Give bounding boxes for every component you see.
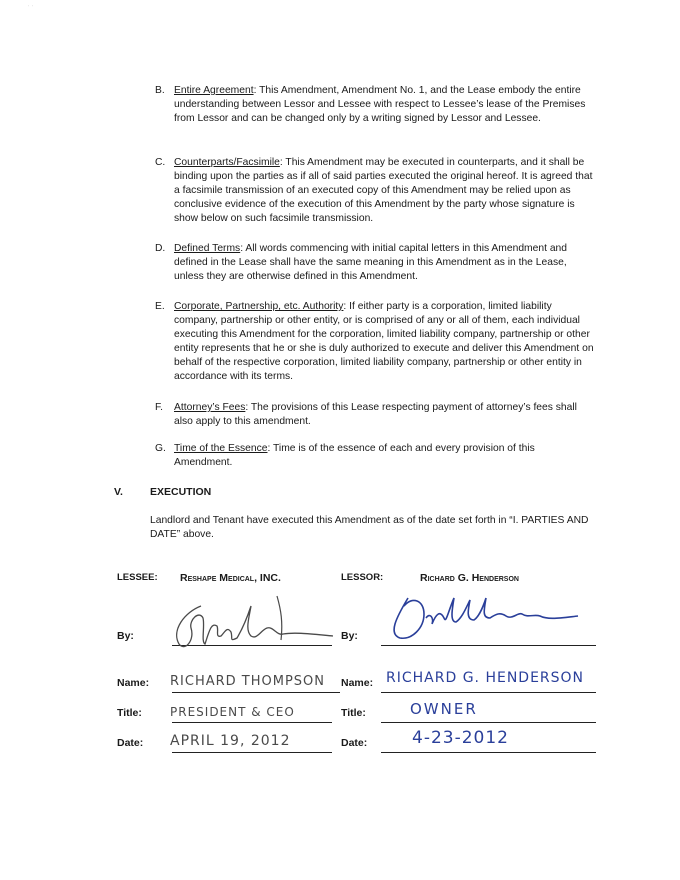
section-number: V. (114, 486, 123, 498)
clause-letter: E. (155, 301, 165, 312)
lessor-written-title: OWNER (410, 700, 478, 718)
name-line-lessee (172, 692, 340, 693)
lessee-written-title: PRESIDENT & CEO (170, 705, 295, 719)
clause-d (155, 242, 595, 284)
title-line-lessor (381, 722, 596, 723)
by-label-lessee: By: (117, 630, 134, 642)
clause-heading: Attorney’s Fees (174, 402, 246, 413)
lessee-written-name: RICHARD THOMPSON (170, 674, 326, 689)
clause-text: : This Amendment, Amendment No. 1, and the Lease embody the entire understanding between Lessor and Lessee with respect to Lessee’s lease of the Premises from Lessor and can be changed only by a writing signed by Lessor and Lessee. (174, 85, 586, 124)
lessor-signature (378, 588, 593, 650)
lessee-name: Reshape Medical, INC. (180, 572, 281, 584)
clause-heading: Counterparts/Facsimile (174, 157, 280, 168)
clause-text: : If either party is a corporation, limited liability company, partnership or other entity, or is comprised of any or all of them, each individual executing this Amendment for the corporation, limited liability company, partnership or other entity represents that he or she is duly authorized to execute and deliver this Amendment on behalf of the respective corporation, limited liability company, partnership or other entity in accordance with its terms. (174, 301, 594, 382)
clause-c (155, 156, 595, 226)
clause-g (155, 442, 595, 470)
lessor-label: LESSOR: (341, 572, 384, 583)
name-label-lessor: Name: (341, 677, 374, 689)
clause-heading: Defined Terms (174, 243, 241, 254)
date-line-lessee (172, 752, 332, 753)
clause-text: : The provisions of this Lease respecting payment of attorney’s fees shall also apply to this amendment. (174, 402, 577, 427)
name-line-lessor (381, 692, 596, 693)
clause-e (155, 300, 595, 384)
lessee-label: LESSEE: (117, 572, 158, 583)
lessee-signature (165, 592, 340, 656)
scan-speck: ˙ ˙ (28, 6, 34, 12)
clause-heading: Corporate, Partnership, etc. Authority (174, 301, 344, 312)
clause-letter: D. (155, 243, 166, 254)
clause-letter: C. (155, 157, 166, 168)
clause-text: : Time is of the essence of each and every provision of this Amendment. (174, 443, 535, 468)
clause-heading: Time of the Essence (174, 443, 268, 454)
section-text: Landlord and Tenant have executed this Amendment as of the date set forth in “I. PARTIES AND DATE” above. (150, 515, 589, 540)
date-label-lessor: Date: (341, 737, 368, 749)
clause-f (155, 401, 595, 429)
clause-text: : This Amendment may be executed in counterparts, and it shall be binding upon the parties as if all of said parties executed the original hereof. It is agreed that a facsimile transmission of an executed copy of this Amendment may be relied upon as conclusive evidence of the execution of this Amendment by the party whose signature is show below on such facsimile transmission. (174, 157, 593, 224)
title-line-lessee (172, 722, 332, 723)
date-label-lessee: Date: (117, 737, 144, 749)
clause-heading: Entire Agreement (174, 85, 254, 96)
lessor-written-date: 4-23-2012 (412, 728, 509, 748)
by-label-lessor: By: (341, 630, 358, 642)
lessee-written-date: APRIL 19, 2012 (170, 733, 291, 749)
date-line-lessor (381, 752, 596, 753)
title-label-lessor: Title: (341, 707, 366, 719)
name-label-lessee: Name: (117, 677, 150, 689)
title-label-lessee: Title: (117, 707, 142, 719)
lessor-name: Richard G. Henderson (420, 572, 519, 584)
clause-letter: B. (155, 85, 165, 96)
clause-b (155, 84, 595, 126)
clause-letter: F. (155, 402, 164, 413)
lessor-written-name: RICHARD G. HENDERSON (386, 670, 585, 686)
clause-text: : All words commencing with initial capital letters in this Amendment and defined in the Lease shall have the same meaning in this Amendment as in the Lease, unless they are otherwise defined in this Amendment. (174, 243, 567, 282)
section-title: EXECUTION (150, 486, 212, 498)
clause-letter: G. (155, 443, 166, 454)
